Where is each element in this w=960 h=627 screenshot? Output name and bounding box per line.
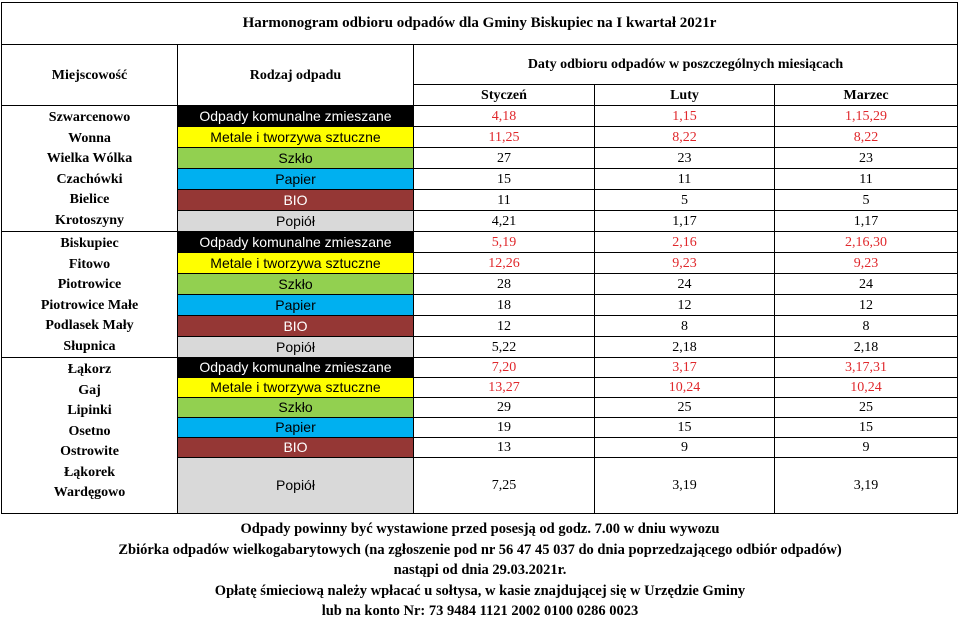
table-row: [2, 106, 958, 127]
date-cell-luty: 15: [595, 418, 775, 438]
waste-type: Szkło: [178, 148, 414, 169]
date-cell-styczen: 11,25: [414, 127, 595, 148]
footer-line: Opłatę śmieciową należy wpłacać u sołtysa, w kasie znajdującej się w Urzędzie Gminy: [214, 582, 746, 599]
date-cell-luty: 1,17: [595, 211, 775, 232]
date-cell-luty: 1,15: [595, 106, 775, 127]
place-name: Szwarcenowo: [48, 110, 131, 125]
waste-type: Odpady komunalne zmieszane: [178, 232, 414, 253]
schedule-table: [1, 2, 958, 514]
waste-type: Papier: [178, 295, 414, 316]
date-cell-styczen: 5,22: [414, 337, 595, 358]
place-name: Słupnica: [63, 338, 116, 354]
place-name: Czachówki: [56, 171, 123, 187]
date-cell-luty: 25: [595, 398, 775, 418]
date-cell-marzec: 10,24: [775, 378, 958, 398]
waste-type: Popiół: [178, 458, 414, 514]
place-name: Łąkorek: [63, 464, 116, 480]
date-cell-luty: 3,17: [595, 358, 775, 378]
date-cell-marzec: 1,17: [775, 211, 958, 232]
date-cell-marzec: 5: [775, 190, 958, 211]
place-name: Ostrowite: [60, 444, 119, 459]
date-cell-luty: 23: [595, 148, 775, 169]
date-cell-marzec: 15: [775, 418, 958, 438]
date-cell-marzec: 3,19: [775, 458, 958, 514]
place-name: Piotrowice: [57, 277, 122, 292]
place-name: Wielka Wólka: [46, 151, 133, 166]
date-cell-marzec: 3,17,31: [775, 358, 958, 378]
waste-type: BIO: [178, 438, 414, 458]
date-cell-marzec: 11: [775, 169, 958, 190]
waste-type: Odpady komunalne zmieszane: [178, 106, 414, 127]
date-cell-luty: 2,18: [595, 337, 775, 358]
date-cell-luty: 12: [595, 295, 775, 316]
date-cell-styczen: 4,18: [414, 106, 595, 127]
place-name: Wonna: [68, 130, 111, 146]
place-list: [2, 106, 178, 232]
date-cell-styczen: 7,25: [414, 458, 595, 514]
place-name: Podlasek Mały: [45, 318, 134, 333]
date-cell-luty: 24: [595, 274, 775, 295]
date-cell-luty: 2,16: [595, 232, 775, 253]
date-cell-luty: 8: [595, 316, 775, 337]
date-cell-marzec: 1,15,29: [775, 106, 958, 127]
waste-type: BIO: [178, 190, 414, 211]
waste-type: Metale i tworzywa sztuczne: [178, 127, 414, 148]
date-cell-luty: 9: [595, 438, 775, 458]
date-cell-styczen: 11: [414, 190, 595, 211]
date-cell-styczen: 19: [414, 418, 595, 438]
place-list: [2, 232, 178, 358]
place-name: Lipinki: [67, 403, 112, 418]
title-row: [2, 3, 958, 45]
date-cell-styczen: 12: [414, 316, 595, 337]
dates-column-header: Daty odbioru odpadów w poszczególnych miesiącach: [414, 45, 958, 85]
date-cell-marzec: 25: [775, 398, 958, 418]
waste-column-header: Rodzaj odpadu: [178, 45, 414, 106]
date-cell-styczen: 12,26: [414, 253, 595, 274]
date-cell-styczen: 4,21: [414, 211, 595, 232]
date-cell-styczen: 5,19: [414, 232, 595, 253]
waste-type: Popiół: [178, 337, 414, 358]
waste-type: Papier: [178, 169, 414, 190]
month-header-marzec: Marzec: [775, 85, 958, 106]
date-cell-marzec: 24: [775, 274, 958, 295]
date-cell-styczen: 13,27: [414, 378, 595, 398]
footer-line: Odpady powinny być wystawione przed posesją od godz. 7.00 w dniu wywozu: [240, 521, 720, 537]
waste-type: BIO: [178, 316, 414, 337]
date-cell-marzec: 23: [775, 148, 958, 169]
footer-line: Zbiórka odpadów wielkogabarytowych (na zgłoszenie pod nr 56 47 45 037 do dnia poprzedzającego odbiór odpadów): [118, 541, 842, 558]
date-cell-luty: 9,23: [595, 253, 775, 274]
place-name: Wardęgowo: [53, 485, 126, 500]
place-name: Krotoszyny: [55, 212, 124, 228]
place-name: Biskupiec: [60, 236, 119, 251]
date-cell-marzec: 2,18: [775, 337, 958, 358]
place-list: [2, 358, 178, 514]
date-cell-marzec: 8: [775, 316, 958, 337]
waste-type: Popiół: [178, 211, 414, 232]
date-cell-luty: 8,22: [595, 127, 775, 148]
date-cell-marzec: 2,16,30: [775, 232, 958, 253]
date-cell-luty: 11: [595, 169, 775, 190]
footer-line: lub na konto Nr: 73 9484 1121 2002 0100 0286 0023: [321, 603, 639, 619]
place-name: Osetno: [68, 423, 111, 439]
place-name: Łąkorz: [67, 362, 112, 377]
date-cell-styczen: 18: [414, 295, 595, 316]
date-cell-luty: 5: [595, 190, 775, 211]
schedule-body: [2, 3, 958, 514]
date-cell-styczen: 7,20: [414, 358, 595, 378]
table-row: [2, 232, 958, 253]
waste-type: Papier: [178, 418, 414, 438]
date-cell-marzec: 12: [775, 295, 958, 316]
date-cell-marzec: 9,23: [775, 253, 958, 274]
waste-type: Metale i tworzywa sztuczne: [178, 378, 414, 398]
place-name: Bielice: [69, 192, 110, 207]
page-title: Harmonogram odbioru odpadów dla Gminy Biskupiec na I kwartał 2021r: [2, 3, 958, 45]
place-name: Gaj: [78, 382, 101, 398]
place-column-header: Miejscowość: [2, 45, 178, 106]
footer-line: nastąpi od dnia 29.03.2021r.: [393, 562, 567, 578]
date-cell-styczen: 15: [414, 169, 595, 190]
waste-type: Szkło: [178, 274, 414, 295]
month-header-styczen: Styczeń: [414, 85, 595, 106]
waste-type: Metale i tworzywa sztuczne: [178, 253, 414, 274]
table-row: [2, 358, 958, 378]
place-name: Piotrowice Małe: [40, 297, 139, 313]
date-cell-styczen: 28: [414, 274, 595, 295]
date-cell-marzec: 8,22: [775, 127, 958, 148]
date-cell-styczen: 27: [414, 148, 595, 169]
header-row: [2, 45, 958, 85]
waste-type: Szkło: [178, 398, 414, 418]
date-cell-luty: 10,24: [595, 378, 775, 398]
waste-type: Odpady komunalne zmieszane: [178, 358, 414, 378]
date-cell-marzec: 9: [775, 438, 958, 458]
month-header-luty: Luty: [595, 85, 775, 106]
footer-notes: [0, 519, 960, 622]
date-cell-luty: 3,19: [595, 458, 775, 514]
date-cell-styczen: 29: [414, 398, 595, 418]
place-name: Fitowo: [68, 256, 111, 272]
date-cell-styczen: 13: [414, 438, 595, 458]
